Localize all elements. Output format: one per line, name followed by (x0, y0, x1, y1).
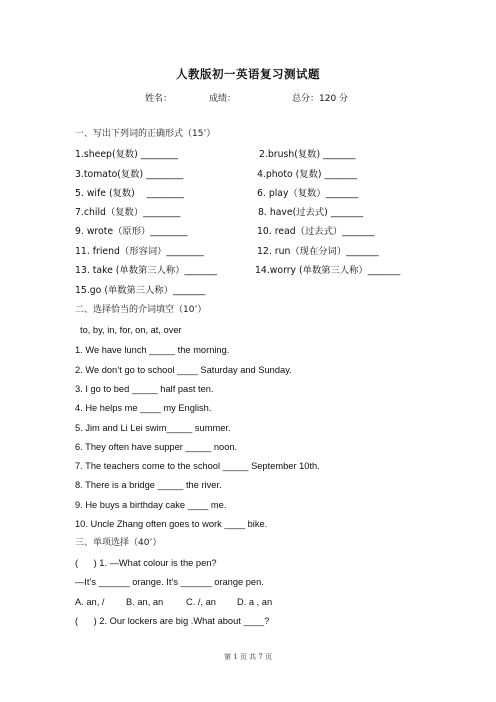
section2-heading: 二、选择恰当的介词填空（10’） (75, 305, 207, 315)
score-field-label: 成绩： (209, 94, 237, 104)
section1-item: 5. wife (复数) ________ (75, 188, 184, 199)
section2-question: 1. We have lunch _____ the morning. (75, 345, 230, 355)
section1-item: 3.tomato(复数) ________ (75, 169, 184, 180)
page-title: 人教版初一英语复习测试题 (176, 67, 320, 81)
section1-item: 1.sheep(复数) ________ (75, 149, 178, 160)
question-1-option: A. an, / (75, 597, 105, 607)
section2-question: 9. He buys a birthday cake ____ me. (75, 500, 227, 510)
section3-heading: 三、单项选择（40’） (75, 538, 162, 548)
section2-question: 2. We don’t go to school ____ Saturday and Sunday. (75, 365, 292, 375)
question-1-option: C. /, an (186, 597, 216, 607)
preposition-word-bank: to, by, in, for, on, at, over (80, 325, 182, 335)
section1-item: 4.photo (复数) _______ (257, 169, 357, 180)
question-1-option: D. a , an (237, 597, 273, 607)
section1-item: 7.child（复数）________ (75, 207, 181, 218)
question-1-option: B. an, an (126, 597, 164, 607)
question-1: ( ) 1. —What colour is the pen? (75, 558, 217, 568)
section1-item: 12. run（现在分词）_______ (257, 246, 379, 257)
section2-question: 3. I go to bed _____ half past ten. (75, 384, 214, 394)
section1-item: 13. take (单数第三人称）_______ (75, 265, 218, 276)
section2-question: 7. The teachers come to the school _____ September 10th. (75, 461, 320, 471)
section1-item: 8. have(过去式) _______ (258, 207, 364, 218)
section2-question: 4. He helps me ____ my English. (75, 403, 212, 413)
section2-question: 6. They often have supper _____ noon. (75, 442, 238, 452)
question-2: ( ) 2. Our lockers are big .What about ____? (75, 616, 270, 626)
section2-question: 5. Jim and Li Lei swim_____ summer. (75, 423, 231, 433)
section1-item: 15.go (单数第三人称）_______ (75, 285, 206, 296)
section1-item: 10. read（过去式）_______ (257, 226, 375, 237)
name-field-label: 姓名： (145, 94, 173, 104)
section1-heading: 一、写出下列词的正确形式（15’） (75, 129, 216, 139)
section1-item: 6. play（复数）_______ (257, 188, 359, 199)
page-footer: 第 1 页 共 7 页 (223, 653, 273, 661)
total-score-label: 总分：120 分 (292, 94, 349, 104)
section2-question: 10. Uncle Zhang often goes to work ____ bike. (75, 519, 268, 529)
section1-item: 9. wrote（原形）________ (75, 226, 188, 237)
section1-item: 2.brush(复数) _______ (259, 149, 356, 160)
section1-item: 14.worry (单数第三人称）_______ (255, 265, 401, 276)
section2-question: 8. There is a bridge _____ the river. (75, 480, 222, 490)
section1-item: 11. friend（形容词）________ (75, 246, 204, 257)
question-1-answer-line: —It’s ______ orange. It’s ______ orange pen. (75, 577, 264, 587)
